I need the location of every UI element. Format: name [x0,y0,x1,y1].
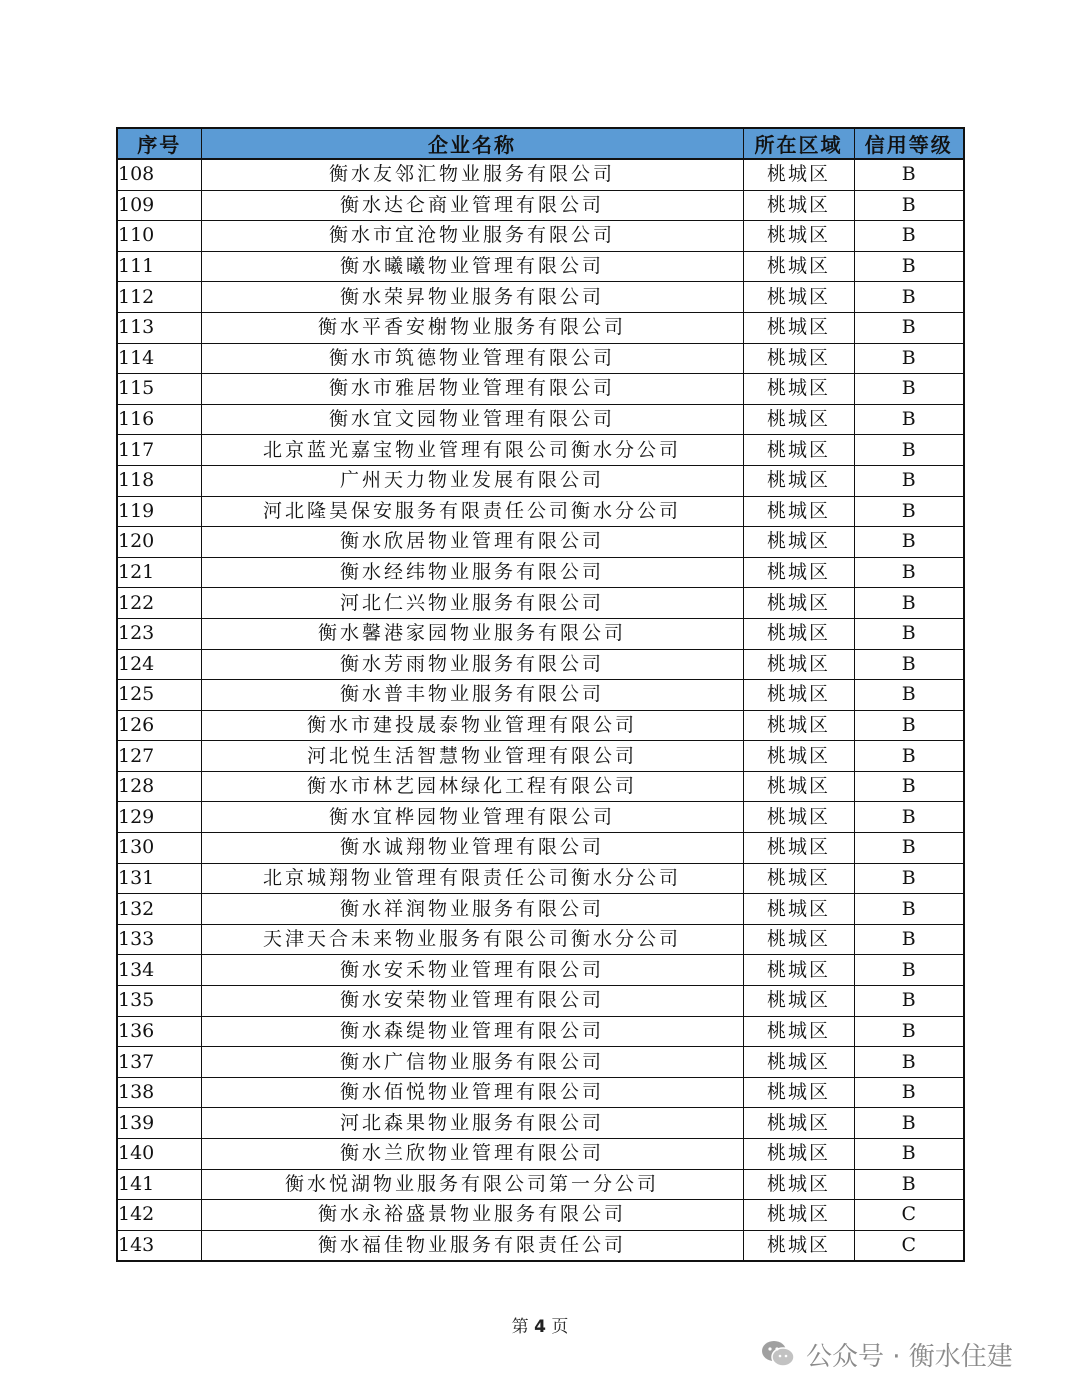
cell-credit-grade: B [854,802,964,833]
cell-serial-number: 125 [117,680,201,711]
table-row [117,251,964,282]
cell-credit-grade: B [854,527,964,558]
cell-company-name: 天津天合未来物业服务有限公司衡水分公司 [201,924,743,955]
cell-region: 桃城区 [743,527,854,558]
cell-credit-grade: B [854,1016,964,1047]
cell-company-name: 河北隆昊保安服务有限责任公司衡水分公司 [201,496,743,527]
cell-credit-grade: B [854,343,964,374]
cell-region: 桃城区 [743,924,854,955]
cell-credit-grade: B [854,374,964,405]
cell-region: 桃城区 [743,1200,854,1231]
cell-region: 桃城区 [743,1077,854,1108]
cell-company-name: 衡水市林艺园林绿化工程有限公司 [201,771,743,802]
table-row [117,343,964,374]
cell-serial-number: 120 [117,527,201,558]
cell-serial-number: 133 [117,924,201,955]
cell-credit-grade: B [854,618,964,649]
table-row [117,1077,964,1108]
cell-company-name: 衡水宜桦园物业管理有限公司 [201,802,743,833]
cell-credit-grade: B [854,465,964,496]
table-row [117,741,964,772]
cell-company-name: 衡水曦曦物业管理有限公司 [201,251,743,282]
cell-region: 桃城区 [743,190,854,221]
cell-company-name: 衡水友邻汇物业服务有限公司 [201,159,743,190]
cell-region: 桃城区 [743,649,854,680]
cell-serial-number: 130 [117,833,201,864]
cell-company-name: 衡水市雅居物业管理有限公司 [201,374,743,405]
cell-serial-number: 121 [117,557,201,588]
cell-company-name: 衡水兰欣物业管理有限公司 [201,1139,743,1170]
cell-credit-grade: B [854,863,964,894]
cell-region: 桃城区 [743,588,854,619]
cell-region: 桃城区 [743,1108,854,1139]
header-company-name: 企业名称 [201,128,743,159]
cell-credit-grade: B [854,1047,964,1078]
cell-credit-grade: B [854,1077,964,1108]
table-row [117,894,964,925]
cell-serial-number: 129 [117,802,201,833]
table-row [117,680,964,711]
table-header-row [117,128,964,159]
cell-serial-number: 138 [117,1077,201,1108]
page-number [0,1312,1080,1337]
cell-serial-number: 143 [117,1230,201,1261]
cell-credit-grade: B [854,771,964,802]
page-prefix: 第 [511,1317,529,1337]
cell-credit-grade: B [854,190,964,221]
cell-region: 桃城区 [743,435,854,466]
cell-company-name: 北京城翔物业管理有限责任公司衡水分公司 [201,863,743,894]
cell-serial-number: 142 [117,1200,201,1231]
table-row [117,557,964,588]
cell-serial-number: 108 [117,159,201,190]
cell-credit-grade: B [854,496,964,527]
cell-serial-number: 111 [117,251,201,282]
table-row [117,1108,964,1139]
cell-credit-grade: B [854,894,964,925]
cell-company-name: 衡水悦湖物业服务有限公司第一分公司 [201,1169,743,1200]
cell-credit-grade: B [854,557,964,588]
cell-credit-grade: B [854,955,964,986]
cell-credit-grade: B [854,588,964,619]
cell-serial-number: 134 [117,955,201,986]
table-row [117,955,964,986]
cell-company-name: 衡水安禾物业管理有限公司 [201,955,743,986]
cell-company-name: 衡水荣昇物业服务有限公司 [201,282,743,313]
cell-credit-grade: C [854,1230,964,1261]
cell-region: 桃城区 [743,710,854,741]
cell-credit-grade: B [854,710,964,741]
cell-company-name: 衡水芳雨物业服务有限公司 [201,649,743,680]
table-row [117,435,964,466]
table-row [117,374,964,405]
cell-region: 桃城区 [743,986,854,1017]
cell-credit-grade: B [854,680,964,711]
cell-company-name: 衡水经纬物业服务有限公司 [201,557,743,588]
cell-region: 桃城区 [743,251,854,282]
cell-serial-number: 115 [117,374,201,405]
cell-serial-number: 131 [117,863,201,894]
cell-serial-number: 136 [117,1016,201,1047]
cell-credit-grade: B [854,312,964,343]
table-row [117,1016,964,1047]
cell-credit-grade: B [854,986,964,1017]
cell-region: 桃城区 [743,557,854,588]
cell-region: 桃城区 [743,771,854,802]
header-serial-number: 序号 [117,128,201,159]
cell-credit-grade: B [854,924,964,955]
header-credit-grade: 信用等级 [854,128,964,159]
table-row [117,802,964,833]
cell-region: 桃城区 [743,159,854,190]
table-row [117,863,964,894]
cell-region: 桃城区 [743,833,854,864]
cell-serial-number: 135 [117,986,201,1017]
cell-region: 桃城区 [743,312,854,343]
cell-company-name: 衡水达仑商业管理有限公司 [201,190,743,221]
cell-company-name: 衡水馨港家园物业服务有限公司 [201,618,743,649]
cell-serial-number: 116 [117,404,201,435]
cell-company-name: 广州天力物业发展有限公司 [201,465,743,496]
cell-region: 桃城区 [743,404,854,435]
cell-serial-number: 139 [117,1108,201,1139]
table-row [117,588,964,619]
cell-company-name: 衡水欣居物业管理有限公司 [201,527,743,558]
table-row [117,1200,964,1231]
table-row [117,924,964,955]
cell-region: 桃城区 [743,894,854,925]
cell-serial-number: 109 [117,190,201,221]
cell-serial-number: 141 [117,1169,201,1200]
cell-serial-number: 137 [117,1047,201,1078]
cell-serial-number: 123 [117,618,201,649]
cell-region: 桃城区 [743,1047,854,1078]
cell-company-name: 衡水佰悦物业管理有限公司 [201,1077,743,1108]
cell-serial-number: 140 [117,1139,201,1170]
cell-region: 桃城区 [743,802,854,833]
credit-rating-table-container [116,127,963,1262]
cell-region: 桃城区 [743,741,854,772]
cell-credit-grade: B [854,1169,964,1200]
cell-serial-number: 124 [117,649,201,680]
page-suffix: 页 [551,1317,569,1337]
table-row [117,1047,964,1078]
cell-company-name: 衡水市筑德物业管理有限公司 [201,343,743,374]
table-row [117,710,964,741]
cell-region: 桃城区 [743,343,854,374]
cell-serial-number: 127 [117,741,201,772]
cell-serial-number: 126 [117,710,201,741]
cell-region: 桃城区 [743,465,854,496]
cell-region: 桃城区 [743,374,854,405]
cell-company-name: 衡水祥润物业服务有限公司 [201,894,743,925]
cell-credit-grade: B [854,221,964,252]
table-row [117,190,964,221]
cell-credit-grade: B [854,741,964,772]
cell-serial-number: 122 [117,588,201,619]
wechat-icon [760,1339,796,1369]
cell-region: 桃城区 [743,496,854,527]
table-row [117,404,964,435]
cell-credit-grade: B [854,251,964,282]
table-row [117,496,964,527]
cell-region: 桃城区 [743,1169,854,1200]
table-row [117,1230,964,1261]
table-row [117,221,964,252]
cell-serial-number: 117 [117,435,201,466]
cell-serial-number: 119 [117,496,201,527]
cell-serial-number: 118 [117,465,201,496]
cell-credit-grade: B [854,1108,964,1139]
cell-region: 桃城区 [743,618,854,649]
cell-company-name: 衡水安荣物业管理有限公司 [201,986,743,1017]
cell-company-name: 衡水普丰物业服务有限公司 [201,680,743,711]
cell-company-name: 河北悦生活智慧物业管理有限公司 [201,741,743,772]
cell-credit-grade: B [854,282,964,313]
cell-credit-grade: B [854,1139,964,1170]
cell-region: 桃城区 [743,955,854,986]
cell-serial-number: 110 [117,221,201,252]
table-row [117,1169,964,1200]
table-row [117,771,964,802]
cell-credit-grade: C [854,1200,964,1231]
table-row [117,312,964,343]
cell-company-name: 衡水诚翔物业管理有限公司 [201,833,743,864]
cell-credit-grade: B [854,435,964,466]
cell-company-name: 河北仁兴物业服务有限公司 [201,588,743,619]
cell-company-name: 衡水平香安榭物业服务有限公司 [201,312,743,343]
cell-credit-grade: B [854,833,964,864]
cell-serial-number: 112 [117,282,201,313]
cell-region: 桃城区 [743,1139,854,1170]
table-row [117,527,964,558]
cell-credit-grade: B [854,649,964,680]
table-row [117,833,964,864]
cell-region: 桃城区 [743,1230,854,1261]
watermark-text: 公众号 · 衡水住建 [806,1341,1013,1372]
table-row [117,1139,964,1170]
cell-serial-number: 132 [117,894,201,925]
cell-region: 桃城区 [743,221,854,252]
table-row [117,618,964,649]
table-row [117,159,964,190]
cell-company-name: 衡水福佳物业服务有限责任公司 [201,1230,743,1261]
cell-company-name: 衡水永裕盛景物业服务有限公司 [201,1200,743,1231]
cell-serial-number: 114 [117,343,201,374]
table-row [117,649,964,680]
credit-rating-table [116,127,965,1262]
cell-company-name: 北京蓝光嘉宝物业管理有限公司衡水分公司 [201,435,743,466]
cell-region: 桃城区 [743,680,854,711]
page-number-value: 4 [534,1317,546,1337]
cell-credit-grade: B [854,404,964,435]
table-body [117,159,964,1261]
watermark [760,1336,1013,1372]
cell-company-name: 衡水森缇物业管理有限公司 [201,1016,743,1047]
table-row [117,282,964,313]
cell-company-name: 衡水市建投晟泰物业管理有限公司 [201,710,743,741]
cell-serial-number: 128 [117,771,201,802]
cell-region: 桃城区 [743,863,854,894]
table-row [117,986,964,1017]
header-region: 所在区域 [743,128,854,159]
cell-company-name: 河北森果物业服务有限公司 [201,1108,743,1139]
cell-credit-grade: B [854,159,964,190]
cell-region: 桃城区 [743,1016,854,1047]
cell-company-name: 衡水市宜沧物业服务有限公司 [201,221,743,252]
cell-company-name: 衡水广信物业服务有限公司 [201,1047,743,1078]
table-row [117,465,964,496]
cell-region: 桃城区 [743,282,854,313]
cell-serial-number: 113 [117,312,201,343]
cell-company-name: 衡水宜文园物业管理有限公司 [201,404,743,435]
